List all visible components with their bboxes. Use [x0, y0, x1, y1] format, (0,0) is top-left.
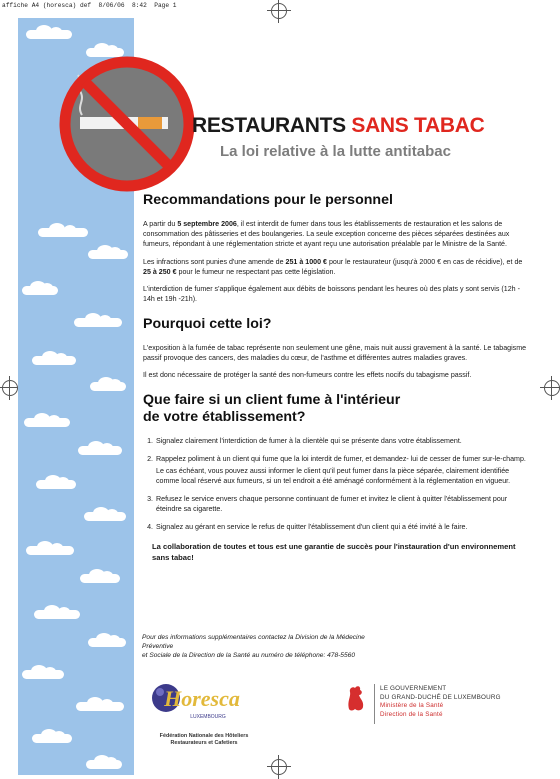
horesca-logo-sub: LUXEMBOURG [190, 714, 226, 720]
horesca-logo [152, 668, 244, 736]
list-item: 4. Signalez au gérant en service le refus de quitter l'établissement d'un client qui a été invité à le faire. [155, 522, 530, 532]
print-slug: affiche A4 (horesca) def 8/06/06 8:42 Page 1 [2, 2, 177, 9]
paragraph: Les infractions sont punies d'une amende de 251 à 1000 € pour le restaurateur (jusqu'à 2000 € en cas de récidive), et de 25 à 250 € pour le fumeur ne respectant pas cette législation. [143, 257, 523, 276]
list-item: 2. Rappelez poliment à un client qui fume que la loi interdit de fumer, et demandez- lui de cesser de fumer sur-le-champ. Le cas échéant, vous pouvez aussi informer le client qu'il peut fumer dans la pièce séparée, clairement identifiée comme local réservé aux fumeurs, si un tel endroit a été aménagé conformément à la réglementation en vigueur. [155, 454, 530, 486]
registration-mark-top [271, 3, 287, 19]
paragraph: L'interdiction de fumer s'applique également aux débits de boissons pendant les heures où des plats y sont servis (12h - 14h et 19h -21h). [143, 284, 520, 303]
horesca-logo-text: Horesca [164, 686, 240, 711]
list-item: 1. Signalez clairement l'interdiction de fumer à la clientèle qui se présente dans votre établissement. [155, 436, 530, 446]
title-black: RESTAURANTS [192, 114, 346, 137]
registration-mark-bottom [271, 759, 287, 775]
section-heading: Que faire si un client fume à l'intérieur de votre établissement? [143, 392, 401, 425]
contact-info: Pour des informations supplémentaires contactez la Division de la Médecine Préventive et Sociale de la Direction de la Santé au numéro de téléphone: 478-5560 [142, 634, 365, 660]
page-title [192, 114, 484, 138]
section-recommandations [143, 192, 530, 304]
paragraph: A partir du 5 septembre 2006, il est interdit de fumer dans tous les établissements de restauration et les salons de consommation des pâtisseries et des boulangeries. La seule exception concerne des pièces séparées destinées aux fumeurs, répondant à une réglementation stricte et ayant reçu une autorisation préalable par le Ministre de la Santé. [143, 220, 510, 249]
list-item: 3. Refusez le service envers chaque personne continuant de fumer et invitez le client à quitter l'établissement pour éteindre sa cigarette. [155, 494, 530, 514]
section-pourquoi [143, 316, 530, 381]
section-heading: Pourquoi cette loi? [143, 315, 272, 332]
red-lion-emblem-icon [345, 683, 367, 713]
gov-divider [374, 684, 375, 724]
main-content [143, 192, 530, 575]
paragraph: Il est donc nécessaire de protéger la santé des non-fumeurs contre les effets nocifs du tabagisme passif. [143, 371, 472, 380]
registration-mark-right [544, 380, 560, 396]
registration-mark-left [2, 380, 18, 396]
section-heading: Recommandations pour le personnel [143, 192, 393, 208]
paragraph: L'exposition à la fumée de tabac représente non seulement une gêne, mais nuit aussi gravement à la santé. Le tabagisme passif provoque des cancers, des maladies du cœur, de l'asthme et différentes autres maladies graves. [143, 344, 527, 363]
page-subtitle: La loi relative à la lutte antitabac [220, 143, 451, 160]
action-list [143, 436, 530, 532]
horesca-caption: Fédération Nationale des Hôteliers Restaurateurs et Cafetiers [159, 733, 249, 747]
section-que-faire [143, 392, 530, 563]
government-block: LE GOUVERNEMENT DU GRAND-DUCHÉ DE LUXEMBOURG Ministère de la Santé Direction de la Santé [380, 685, 501, 718]
title-red: SANS TABAC [351, 114, 485, 137]
closing-statement: La collaboration de toutes et tous est une garantie de succès pour l'instauration d'un environnement sans tabac! [152, 542, 516, 562]
no-smoking-sign-icon [58, 55, 196, 193]
